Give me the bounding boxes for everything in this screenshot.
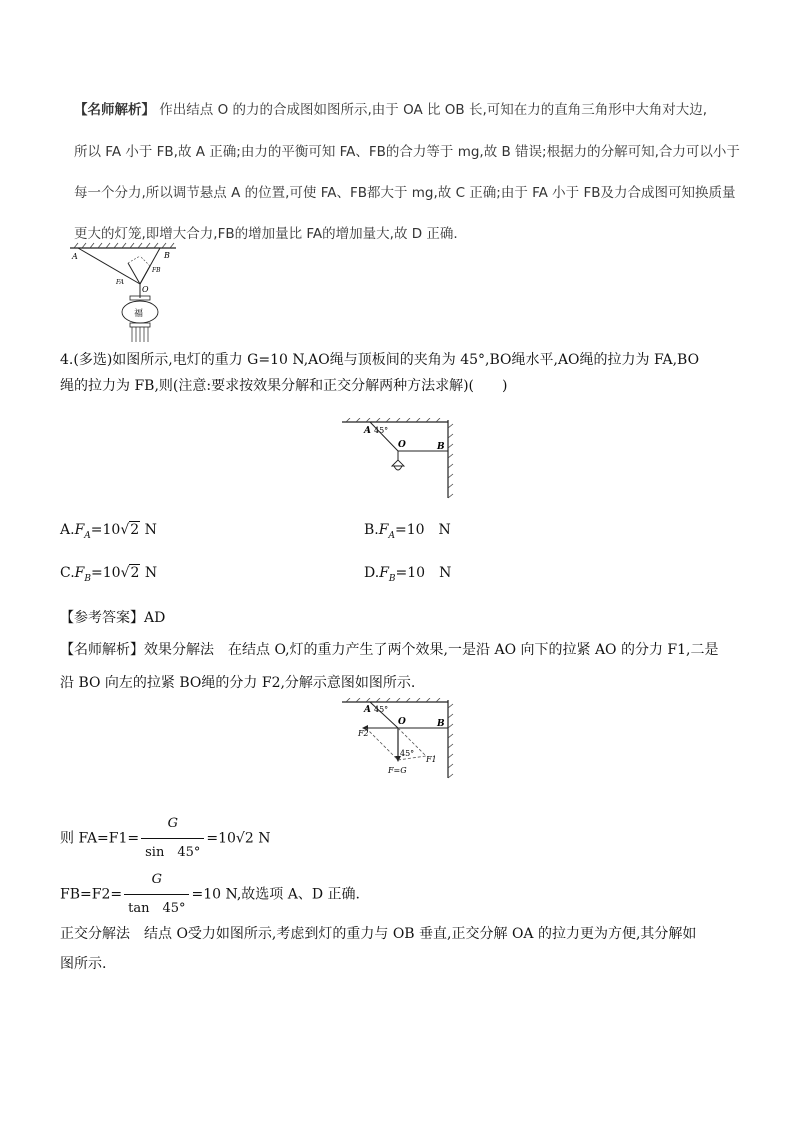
option-b[interactable]: $B.F_A=10$ N	[364, 522, 451, 541]
option-d[interactable]: $D.F_B=10$ N	[364, 565, 452, 584]
fig1-label-b: B	[164, 251, 170, 260]
effect-decomposition-diagram	[340, 698, 462, 780]
fig1-label-a: A	[72, 252, 78, 261]
analysis2-text1: 效果分解法 在结点 O,灯的重力产生了两个效果,一是沿 AO 向下的拉紧 AO 的分力 F1,二是	[144, 642, 719, 658]
fig3-label-f2: F2	[358, 729, 369, 738]
fig3-label-b: B	[437, 719, 445, 729]
fig3-label-f1: F1	[426, 755, 437, 764]
fig3-angle1: 45°	[374, 705, 389, 714]
fig2-label-b: B	[437, 442, 445, 452]
fig1-label-fb: FB	[152, 267, 161, 274]
question-line2: 绳的拉力为 FB,则(注意:要求按效果分解和正交分解两种方法求解)( )	[60, 378, 508, 394]
fig1-label-fa: FA	[116, 279, 124, 286]
eq1-denominator: sin 45°	[141, 838, 204, 865]
equation-1	[60, 812, 270, 865]
eq2-left: FB=F2=	[60, 886, 123, 903]
fig3-angle2: 45°	[400, 749, 415, 758]
analysis1-line3: 每一个分力,所以调节悬点 A 的位置,可使 FA、FB都大于 mg,故 C 正确;由于 FA 小于 FB及力合成图可知换质量	[74, 185, 736, 201]
answer-label: 【参考答案】	[60, 610, 144, 626]
answer-value: AD	[144, 610, 166, 626]
option-a[interactable]: $A.F_A=10√2$ N	[60, 522, 157, 541]
fig3-label-o: O	[398, 717, 406, 727]
fig2-label-o: O	[398, 440, 406, 450]
analysis1-text1: 作出结点 O 的力的合成图如图所示,由于 OA 比 OB 长,可知在力的直角三角形中大角对大边,	[159, 102, 708, 118]
lamp-force-diagram	[340, 418, 462, 500]
eq1-fraction	[141, 812, 204, 865]
analysis2-line2: 沿 BO 向左的拉紧 BO绳的分力 F2,分解示意图如图所示.	[60, 675, 416, 691]
fig2-angle-label: 45°	[374, 426, 389, 435]
eq2-fraction	[124, 868, 189, 921]
eq1-numerator: G	[167, 816, 178, 831]
ortho-line1: 正交分解法 结点 O受力如图所示,考虑到灯的重力与 OB 垂直,正交分解 OA 的拉力更为方便,其分解如	[60, 926, 697, 942]
analysis1-label: 【名师解析】	[74, 102, 155, 118]
fig3-label-fg: F=G	[388, 766, 407, 775]
analysis1-line1	[74, 100, 707, 120]
analysis1-line2: 所以 FA 小于 FB,故 A 正确;由力的平衡可知 FA、FB的合力等于 mg,故 B 错误;根据力的分解可知,合力可以小于	[74, 144, 740, 160]
equation-2	[60, 868, 360, 921]
analysis2-label: 【名师解析】	[60, 642, 144, 658]
question-line1: 4.(多选)如图所示,电灯的重力 G=10 N,AO绳与顶板间的夹角为 45°,BO绳水平,AO绳的拉力为 FA,BO	[60, 352, 700, 368]
eq2-right: =10 N,故选项 A、D 正确.	[191, 886, 360, 903]
reference-answer	[60, 608, 165, 628]
fig3-label-a: A	[364, 705, 371, 715]
analysis1-line4: 更大的灯笼,即增大合力,FB的增加量比 FA的增加量大,故 D 正确.	[74, 226, 458, 242]
fig2-label-a: A	[364, 426, 371, 436]
analysis2-line1	[60, 640, 719, 660]
fig1-lantern-character: 福	[134, 309, 144, 319]
ortho-line2: 图所示.	[60, 956, 107, 972]
eq1-right: =10√2 N	[206, 830, 271, 847]
eq1-left: 则 FA=F1=	[60, 830, 140, 847]
lantern-force-diagram	[68, 242, 178, 346]
fig1-label-o: O	[142, 285, 149, 294]
option-c[interactable]: $C.F_B=10√2$ N	[60, 565, 158, 584]
eq2-numerator: G	[151, 872, 162, 887]
eq2-denominator: tan 45°	[124, 894, 189, 921]
